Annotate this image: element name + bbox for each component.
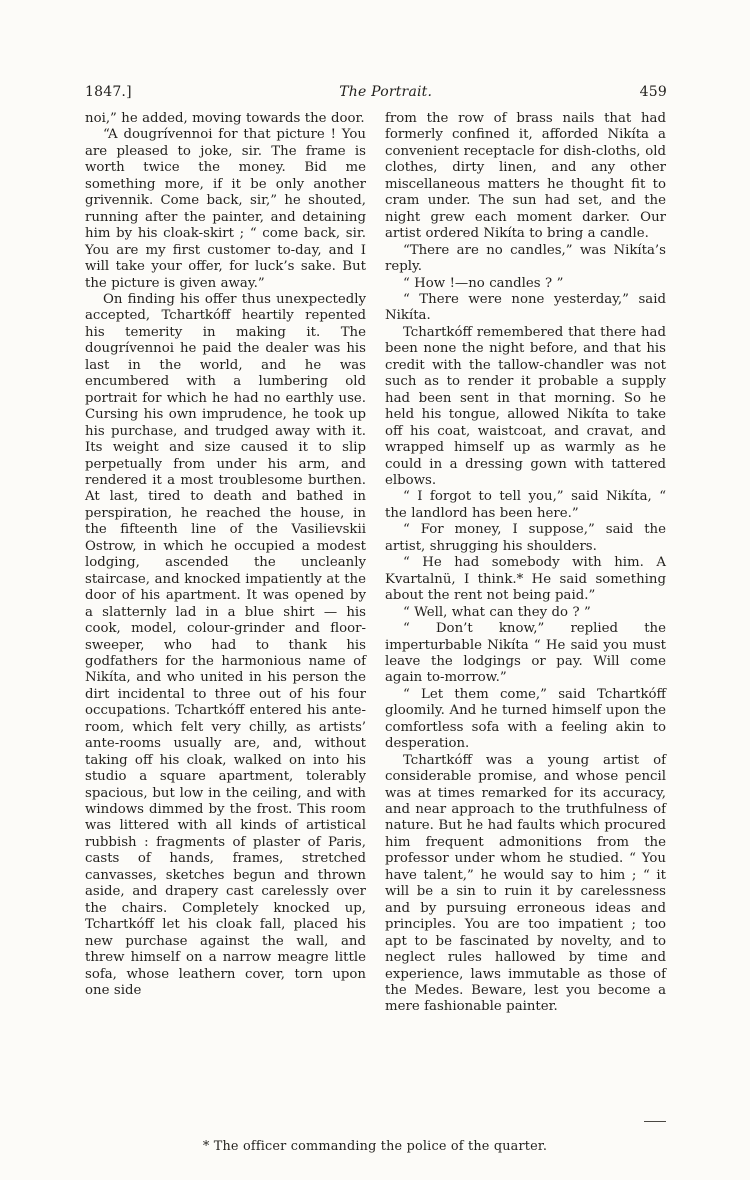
header-year: 1847.] (85, 84, 132, 100)
end-of-article-rule (644, 1121, 666, 1122)
text-column-left (85, 111, 366, 1016)
paragraph: from the row of brass nails that had formerly confined it, afforded Nikíta a convenient receptacle for dish-cloths, old clothes, dirty linen, and any other miscellaneous matters he thought fit to cram under. The sun had set, and the night grew each moment darker. Our artist ordered Nikíta to bring a candle. (385, 111, 666, 242)
paragraph: “ There were none yesterday,” said Nikíta. (385, 291, 666, 324)
paragraph: “ How !—no candles ? ” (402, 275, 564, 291)
paragraph: “A dougrívennoi for that picture ! You are pleased to joke, sir. The frame is worth twice the money. Bid me something more, if it be only another grivennik. Come back, sir,” he shouted, running after the painter, and detaining him by his cloak-skirt ; “ come back, sir. You are my first customer to-day, and I will take your offer, for luck’s sake. But the picture is given away.” (85, 127, 366, 291)
paragraph: “ He had somebody with him. A Kvartalnü, I think.* He said something about the rent not being paid.” (385, 555, 666, 604)
page-header (85, 84, 667, 100)
paragraph: “ Well, what can they do ? ” (402, 604, 591, 620)
page-title: The Portrait. (339, 84, 433, 100)
paragraph: “There are no candles,” was Nikíta’s reply. (385, 242, 666, 275)
paragraph: “ Don’t know,” replied the imperturbable Nikíta “ He said you must leave the lodgings or pay. Will come again to-morrow.” (385, 621, 666, 686)
text-columns (85, 111, 667, 1016)
paragraph: “ Let them come,” said Tchartkóff gloomily. And he turned himself upon the comfortless sofa with a feeling akin to desperation. (385, 686, 666, 752)
paragraph: noi,” he added, moving towards the door. (85, 111, 365, 126)
paragraph: Tchartkóff was a young artist of considerable promise, and whose pencil was at times remarked for its accuracy, and near approach to the truthfulness of nature. But he had faults which procured him frequent admonitions from the professor under whom he studied. “ You have talent,” he would say to him ; “ it will be a sin to ruin it by carelessness and by pursuing erroneous ideas and principles. You are too impatient ; too apt to be fascinated by novelty, and to neglect rules hallowed by time and experience, laws immutable as those of the Medes. Beware, lest you become a mere fashionable painter. (385, 752, 666, 1015)
page-number: 459 (639, 84, 667, 100)
paragraph: Tchartkóff remembered that there had been none the night before, and that his credit with the tallow-chandler was not such as to render it probable a supply had been sent in that morning. So he held his tongue, allowed Nikíta to take off his coat, waistcoat, and cravat, and wrapped himself up as warmly as he could in a dressing gown with tattered elbows. (385, 324, 666, 488)
text-column-right (385, 111, 666, 1016)
paragraph: “ I forgot to tell you,” said Nikíta, “ the landlord has been here.” (385, 489, 666, 521)
paragraph: “ For money, I suppose,” said the artist, shrugging his shoulders. (385, 522, 666, 554)
paragraph: On finding his offer thus unexpectedly accepted, Tchartkóff heartily repented his temerity in making it. The dougrívennoi he paid the dealer was his last in the world, and he was encumbered with a lumbering old portrait for which he had no earthly use. Cursing his own imprudence, he took up his purchase, and trudged away with it. Its weight and size caused it to slip perpetually from under his arm, and rendered it a most troublesome burthen. At last, tired to death and bathed in perspiration, he reached the house, in the fifteenth line of the Vasilievskii Ostrow, in which he occupied a modest lodging, ascended the uncleanly staircase, and knocked impatiently at the door of his apartment. It was opened by a slatternly lad in a blue shirt — his cook, model, colour-grinder and floor-sweeper, who had to thank his godfathers for the harmonious name of Nikíta, and who united in his person the dirt incidental to three out of his four occupations. Tchartkóff entered his ante-room, which felt very chilly, as artists’ ante-rooms usually are, and, without taking off his cloak, walked on into his studio a square apartment, tolerably spacious, but low in the ceiling, and with windows dimmed by the frost. This room was littered with all kinds of artistical rubbish : fragments of plaster of Paris, casts of hands, frames, stretched canvasses, sketches begun and thrown aside, and drapery cast carelessly over the chairs. Completely knocked up, Tchartkóff let his cloak fall, placed his new purchase against the wall, and threw himself on a narrow meagre little sofa, whose leathern cover, torn upon one side (85, 291, 366, 999)
footnote: * The officer commanding the police of the quarter. (202, 1139, 548, 1154)
